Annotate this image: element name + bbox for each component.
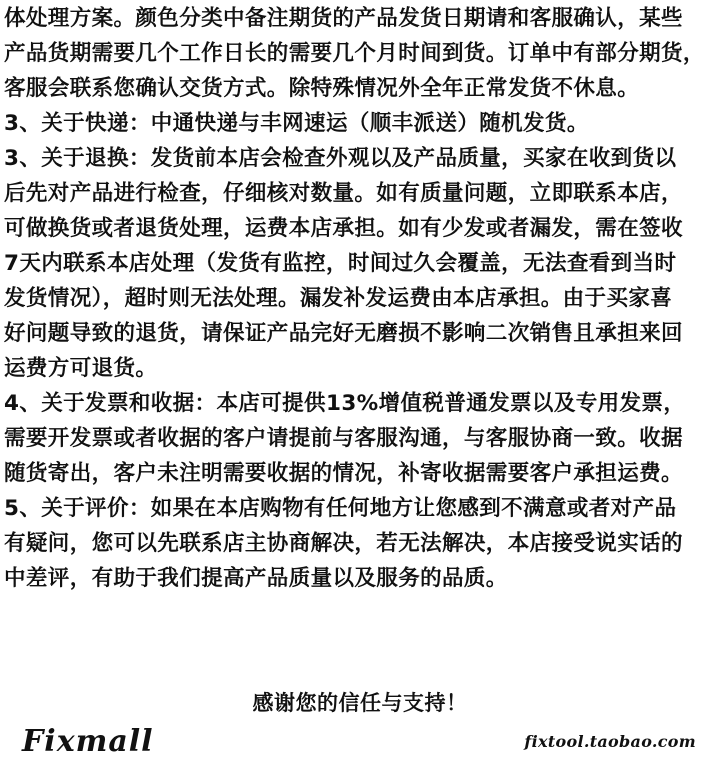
policy-line: 产品货期需要几个工作日长的需要几个月时间到货。订单中有部分期货， — [4, 41, 705, 66]
brand-logo — [22, 722, 154, 762]
invoice-policy-line: 4、关于发票和收据：本店可提供13%增值税普通发票以及专用发票， — [4, 391, 686, 416]
return-policy-line: 后先对产品进行检查，仔细核对数量。如有质量问题，立即联系本店， — [4, 181, 683, 206]
review-policy-line: 中差评，有助于我们提高产品质量以及服务的品质。 — [4, 566, 508, 591]
return-policy-line: 可做换货或者退货处理，运费本店承担。如有少发或者漏发，需在签收 — [4, 216, 683, 241]
invoice-policy-line: 随货寄出，客户未注明需要收据的情况，补寄收据需要客户承担运费。 — [4, 461, 683, 486]
return-policy-line: 运费方可退货。 — [4, 356, 158, 381]
invoice-policy-line: 需要开发票或者收据的客户请提前与客服沟通，与客服协商一致。收据 — [4, 426, 683, 451]
footer — [0, 722, 720, 764]
return-policy-line: 好问题导致的退货，请保证产品完好无磨损不影响二次销售且承担来回 — [4, 321, 683, 346]
brand-name: Fixmall — [22, 724, 154, 759]
shop-url: fixtool.taobao.com — [524, 732, 696, 751]
review-policy-line: 有疑问，您可以先联系店主协商解决，若无法解决，本店接受说实话的 — [4, 531, 683, 556]
thanks-message: 感谢您的信任与支持！ — [252, 691, 468, 715]
policy-line: 客服会联系您确认交货方式。除特殊情况外全年正常发货不休息。 — [4, 76, 640, 101]
return-policy-line: 发货情况），超时则无法处理。漏发补发运费由本店承担。由于买家喜 — [4, 286, 673, 311]
return-policy-line: 7天内联系本店处理（发货有监控，时间过久会覆盖，无法查看到当时 — [4, 251, 677, 276]
return-policy-line: 3、关于退换：发货前本店会检查外观以及产品质量，买家在收到货以 — [4, 146, 677, 171]
review-policy-line: 5、关于评价：如果在本店购物有任何地方让您感到不满意或者对产品 — [4, 496, 677, 521]
policy-line: 体处理方案。颜色分类中备注期货的产品发货日期请和客服确认，某些 — [4, 6, 683, 31]
express-policy-line: 3、关于快递：中通快递与丰网速运（顺丰派送）随机发货。 — [4, 111, 589, 136]
policy-document — [4, 0, 718, 596]
